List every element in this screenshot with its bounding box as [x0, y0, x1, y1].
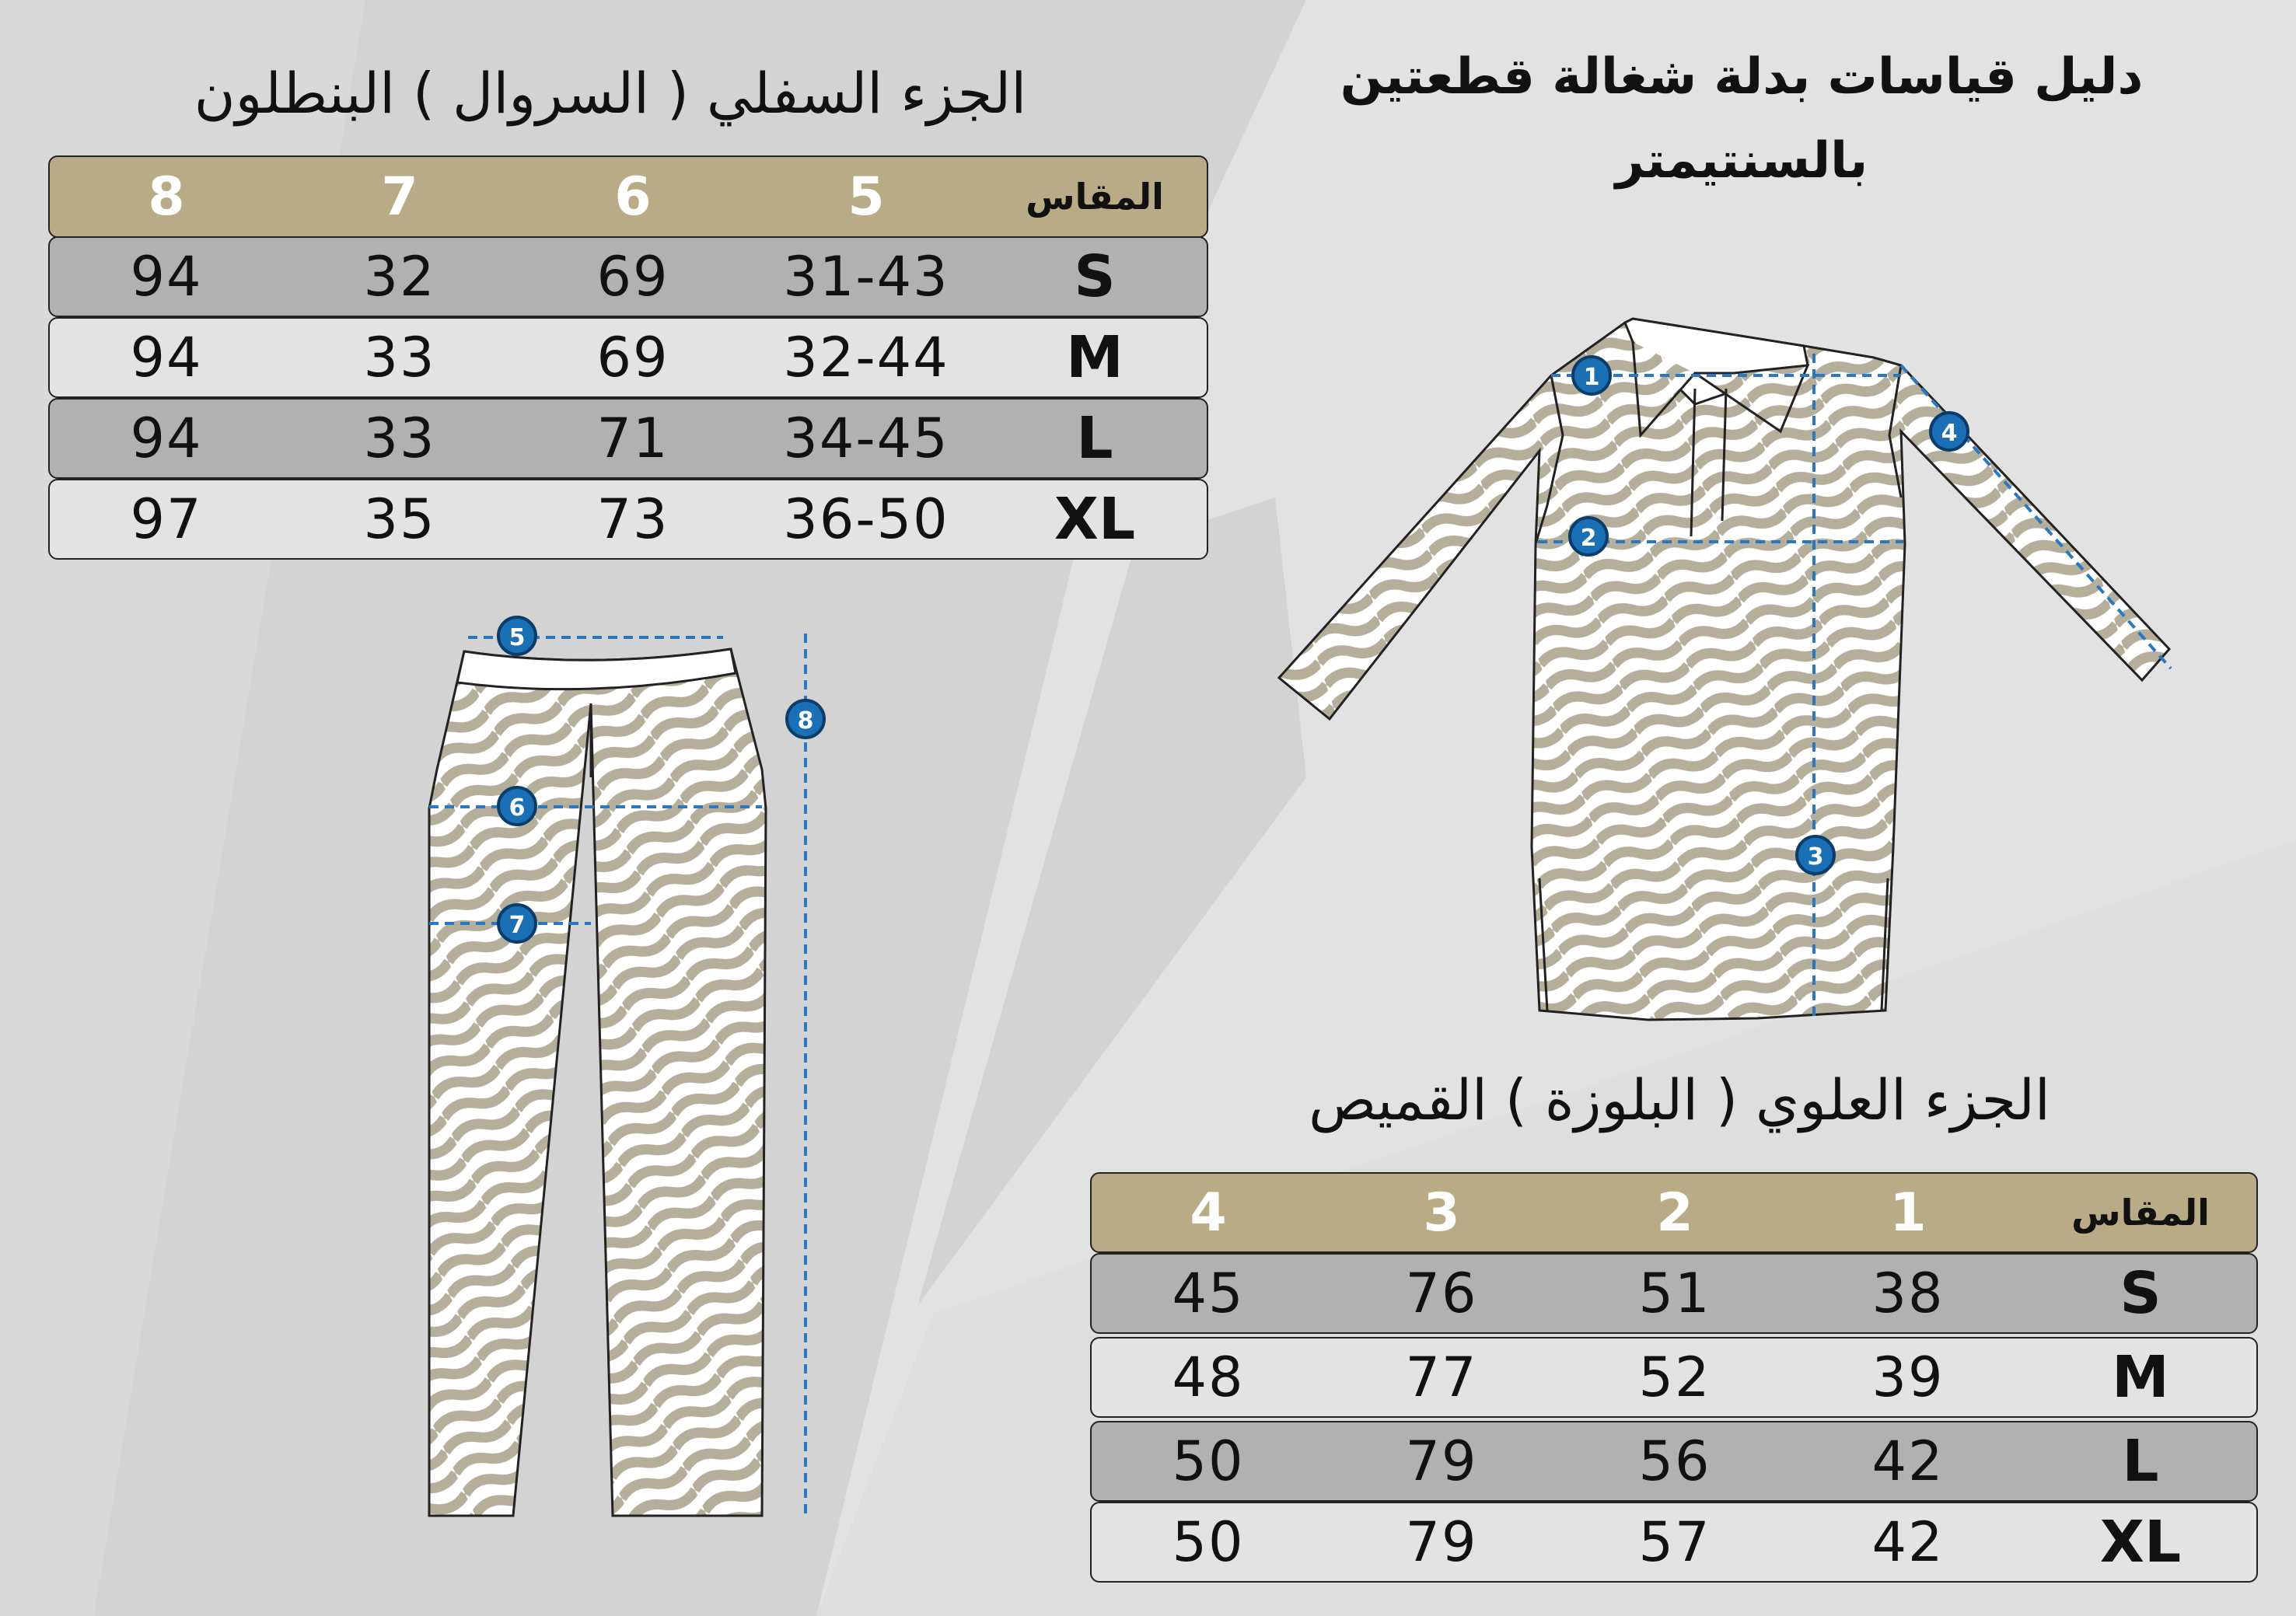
- marker-2-label: 2: [1580, 525, 1597, 552]
- header-cell: 4: [1190, 1181, 1227, 1244]
- size-cell: XL: [2099, 1509, 2182, 1576]
- value-cell: 94: [130, 326, 203, 389]
- size-cell: M: [2112, 1344, 2169, 1411]
- header-cell: 2: [1656, 1181, 1693, 1244]
- marker-8: [787, 700, 824, 738]
- value-cell: 97: [130, 487, 203, 551]
- value-cell: 73: [596, 487, 669, 551]
- header-cell: 7: [381, 166, 418, 228]
- size-cell: XL: [1054, 486, 1136, 553]
- value-cell: 50: [1172, 1510, 1245, 1574]
- marker-5: [498, 617, 536, 654]
- value-cell: 77: [1405, 1346, 1478, 1409]
- marker-1: [1573, 357, 1610, 394]
- value-cell: 33: [363, 326, 436, 389]
- marker-4: [1931, 413, 1968, 450]
- value-cell: 42: [1871, 1510, 1945, 1574]
- value-cell: 79: [1405, 1510, 1478, 1574]
- value-cell: 50: [1172, 1429, 1245, 1493]
- value-cell: 52: [1638, 1346, 1711, 1409]
- value-cell: 31-43: [783, 245, 949, 309]
- marker-4-label: 4: [1941, 420, 1958, 447]
- value-cell: 32-44: [783, 326, 949, 389]
- marker-7-label: 7: [508, 912, 526, 939]
- value-cell: 69: [596, 245, 669, 309]
- pants-section-title: الجزء السفلي ( السروال ) البنطلون: [194, 61, 1027, 126]
- size-cell: M: [1066, 324, 1124, 391]
- value-cell: 71: [596, 407, 669, 470]
- value-cell: 36-50: [783, 487, 949, 551]
- value-cell: 57: [1638, 1510, 1711, 1574]
- size-cell: S: [1074, 243, 1116, 310]
- guide-title-line2: بالسنتيمتر: [1615, 132, 1868, 190]
- value-cell: 94: [130, 407, 203, 470]
- value-cell: 42: [1871, 1429, 1945, 1493]
- size-cell: L: [1076, 405, 1113, 472]
- value-cell: 94: [130, 245, 203, 309]
- value-cell: 38: [1871, 1262, 1945, 1325]
- marker-6-label: 6: [508, 794, 526, 822]
- marker-7: [498, 905, 536, 942]
- value-cell: 79: [1405, 1429, 1478, 1493]
- header-cell: 1: [1889, 1181, 1927, 1244]
- header-cell: 6: [614, 166, 652, 228]
- header-cell: 5: [847, 166, 885, 228]
- value-cell: 39: [1871, 1346, 1945, 1409]
- marker-3-label: 3: [1807, 843, 1824, 871]
- marker-6: [498, 787, 536, 825]
- value-cell: 32: [363, 245, 436, 309]
- marker-8-label: 8: [797, 707, 814, 735]
- value-cell: 51: [1638, 1262, 1711, 1325]
- value-cell: 69: [596, 326, 669, 389]
- value-cell: 33: [363, 407, 436, 470]
- guide-title-line1: دليل قياسات بدلة شغالة قطعتين: [1340, 48, 2144, 106]
- size-label: المقاس: [2071, 1192, 2210, 1234]
- value-cell: 48: [1172, 1346, 1245, 1409]
- header-cell: 8: [148, 166, 185, 228]
- marker-5-label: 5: [508, 624, 526, 651]
- value-cell: 56: [1638, 1429, 1711, 1493]
- value-cell: 76: [1405, 1262, 1478, 1325]
- shirt-section-title: الجزء العلوي ( البلوزة ) القميص: [1309, 1067, 2050, 1133]
- marker-2: [1570, 518, 1607, 555]
- header-cell: 3: [1423, 1181, 1460, 1244]
- size-cell: L: [2122, 1428, 2159, 1495]
- size-cell: S: [2120, 1260, 2161, 1327]
- marker-3: [1797, 836, 1834, 874]
- marker-1-label: 1: [1583, 364, 1600, 391]
- value-cell: 45: [1172, 1262, 1245, 1325]
- value-cell: 34-45: [783, 407, 949, 470]
- value-cell: 35: [363, 487, 436, 551]
- size-label: المقاس: [1026, 176, 1164, 218]
